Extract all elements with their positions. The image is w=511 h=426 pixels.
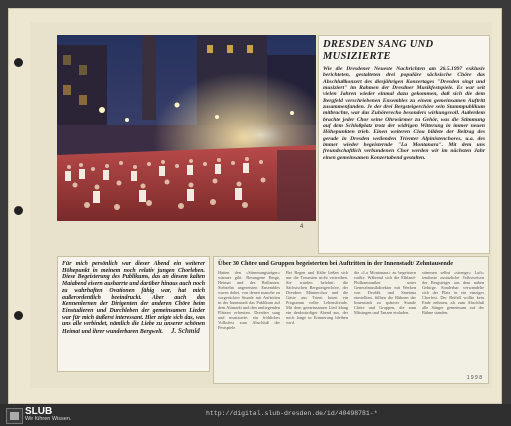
punch-hole xyxy=(14,311,23,320)
punch-hole xyxy=(14,206,23,215)
punch-hole xyxy=(14,58,23,67)
slub-brand[interactable]: SLUB xyxy=(25,406,53,417)
newspaper-headline: Über 30 Chöre und Gruppen begeisterten bei Auftritten in der Innenstadt/ Zehntausende xyxy=(218,260,453,267)
article-body: Wie die Dresdener Neueste Nachrichten am 26.5.1997 exklusiv berichteten, gestalteten drei populäre sächsische Chöre das Abschlußkonzert des diesjährigen Konzertages "Dresden singt und musiziert" im Rahmen der Dresdner Musikfestspiele. Es war seit vielen Jahren wieder einmal dazu gekommen, daß sich die dem Bergfeld verschriebenen Ensembles zu einem gemeinsamen Auftritt zusammenfanden. Je der drei Bergsteigerchöre sein Stammpublikum mitbrachte, war das Zuhörerecho besonders wirkungsvoll. Außerdem brachte jeder Chor seine Ohrwürmer zu Gehör, was die Stimmung auf dem Schloßplatz trotz der widrigen Witterung in immer neuen Höhepunkten trieb. Einen weiteren Clou bildete der Beitrag des gerade in Dresden weilenden Trienter Alpinistenchores, u.a. des immer wieder begeisternde "La Montanara". Mit dem uns freundschaftlich verbundenen Chor werden wir im nächsten Jahr einen gemeinsamen Konzertabend gestalten. xyxy=(323,66,485,161)
slub-logo-icon[interactable] xyxy=(6,408,23,424)
reflection-clipping xyxy=(57,256,210,372)
library-footer xyxy=(0,404,511,426)
page-number: 1 9 9 8 xyxy=(466,375,482,381)
newspaper-column-1: Hatten den »Stimmungsträger« wärmer gibt. Besungene Berge, Heimat und des Brillanten. Siebzehn angereisten Ensembles waren dabei, von denen manche zu vorgerückter Stunde mit Auftritten in der Innenstadt das Publikum auf dem Altmarkt und den umliegenden Plätzen erfreuten. Dresden sang und musizierte: ein fröhliches Volksfest zum Abschluß der Festspiele. xyxy=(218,270,280,330)
signature: J. Schmid xyxy=(170,327,200,336)
newspaper-clipping xyxy=(213,256,489,384)
reflection-text: Für mich persönlich war dieser Abend ein weiterer Höhepunkt in meinem noch relativ jungen Chorleben. Diese Begeisterung des Publikums, das an diesem kalten Maiabend eisern ausharrte und darüber hinaus auch noch zu wahrhaften Ovationen fähig war, hat mich außerordentlich beeindruckt. Aber auch das Kennenlernen der Dirigenten der anderen Chöre beim Einstudieren und Durchleben der gemeinsamen Lieder war für mich äußerst interessant. Hier zeigte sich das, was uns alle verbindet, nämlich die Liebe zu unserer schönen Heimat und ihrer wunderbaren Bergwelt. J. Schmid xyxy=(62,261,205,336)
concert-photo xyxy=(57,35,316,221)
concert-photo-image xyxy=(57,35,316,221)
article-headline: DRESDEN SANG UND MUSIZIERTE xyxy=(323,39,434,62)
permalink[interactable]: http://digital.slub-dresden.de/id/40498781-* xyxy=(206,410,378,417)
newspaper-column-3: die »La Montanara« zu begeistern wußte. Während sich die Elbland-Philharmoniker unter Generalmusikdirektor mit Werken von Dvořák und Smetana einstellten, füllten die Bühnen der Innenstadt zu späterer Stunde Chöre und Gruppen, die zum Mitsingen und Tanzen einluden. xyxy=(354,270,416,315)
newspaper-column-2: Bei Regen und Kälte ließen sich nur die Treuesten nicht vertreiben. Sie wurden belohnt: die Sächsischen Bergsteigerchöre, der Dresdner Männerchor und die Gäste aus Trient boten ein Programm voller Lebensfreude. Mit dem gemeinsamen Lied klang ein denkwürdiger Abend aus, der noch lange in Erinnerung bleiben wird. xyxy=(286,270,348,325)
article-clipping xyxy=(318,35,490,254)
slub-tagline: Wir führen Wissen. xyxy=(25,416,72,422)
newspaper-columns xyxy=(218,270,484,376)
photo-number: 4 xyxy=(300,224,304,230)
newspaper-column-4: stimmen selbst »strenge« Luft« tendierte zusätzliche Volksweisen der Bergsteiger aus dem nahen Gebirge. Sonderbar verwandelte sich der Platz in ein einziges Chorfest. Der Beifall wollte kein Ende nehmen, als zum Abschluß alle Sänger gemeinsam auf der Bühne standen. xyxy=(422,270,484,315)
